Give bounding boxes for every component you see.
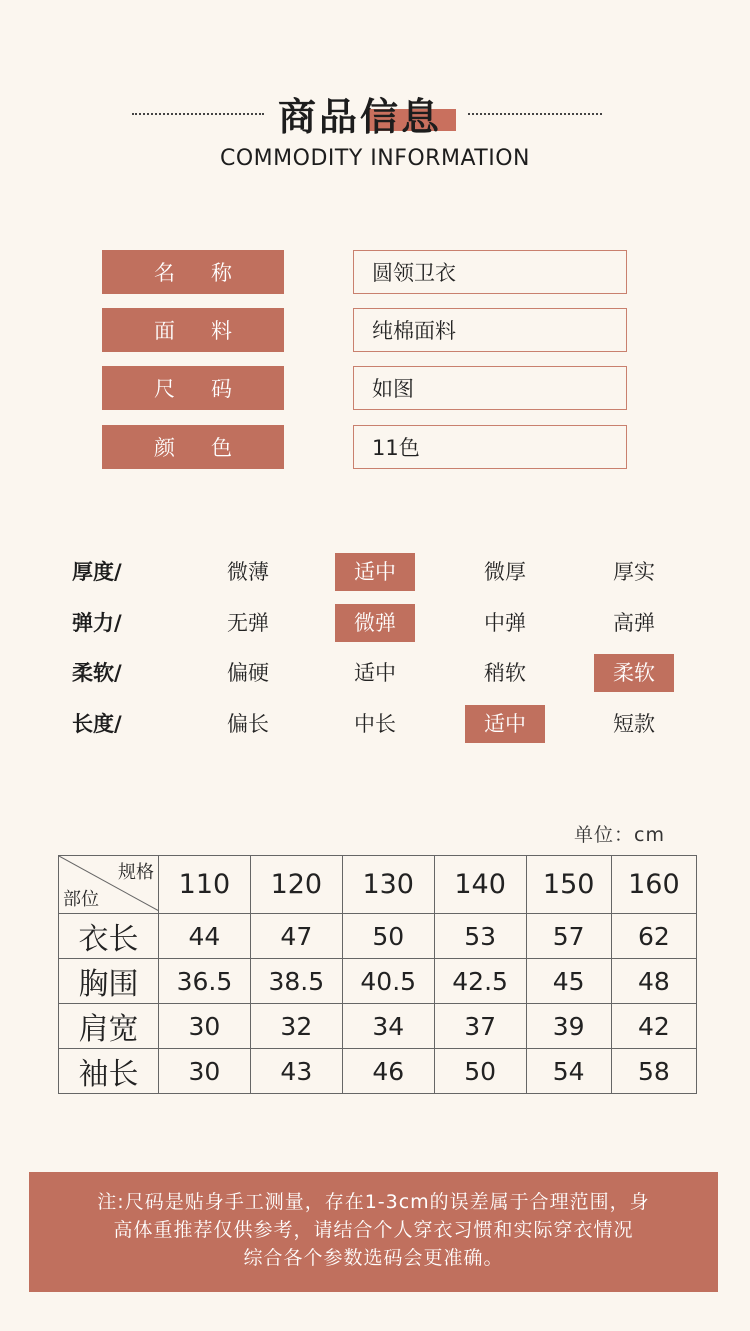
table-cell: 48 (611, 959, 696, 1004)
table-cell: 42 (611, 1004, 696, 1049)
attr-option: 适中 (335, 553, 415, 591)
table-cell: 53 (434, 914, 526, 959)
attr-row-thickness (0, 553, 750, 591)
attr-row-length (0, 705, 750, 743)
table-cell: 57 (526, 914, 611, 959)
attr-option: 适中 (465, 705, 545, 743)
attr-option: 偏长 (227, 712, 269, 736)
table-row (59, 914, 697, 959)
table-header-row (59, 856, 697, 914)
row-header: 肩宽 (59, 1004, 159, 1049)
info-value: 圆领卫衣 (353, 250, 627, 294)
table-cell: 50 (434, 1049, 526, 1094)
table-cell: 58 (611, 1049, 696, 1094)
attr-row-softness (0, 654, 750, 692)
attr-option: 中弹 (484, 611, 526, 635)
attr-option: 无弹 (227, 611, 269, 635)
info-value: 11色 (353, 425, 627, 469)
page-subtitle: COMMODITY INFORMATION (220, 146, 530, 171)
attr-option: 中长 (354, 712, 396, 736)
size-table (58, 855, 697, 1094)
attr-option: 适中 (354, 661, 396, 685)
note-line: 高体重推荐仅供参考，请结合个人穿衣习惯和实际穿衣情况 (113, 1219, 634, 1241)
section-header (0, 86, 750, 146)
attr-label: 弹力/ (72, 611, 122, 635)
divider-left (132, 113, 264, 115)
note-line: 综合各个参数选码会更准确。 (243, 1247, 504, 1269)
row-header: 胸围 (59, 959, 159, 1004)
divider-right (468, 113, 602, 115)
info-label: 名称 (102, 250, 284, 294)
size-header: 160 (611, 856, 696, 914)
row-header: 袖长 (59, 1049, 159, 1094)
table-cell: 30 (159, 1004, 251, 1049)
table-cell: 50 (342, 914, 434, 959)
attr-option: 微弹 (335, 604, 415, 642)
table-cell: 37 (434, 1004, 526, 1049)
info-row-size (102, 366, 627, 410)
table-cell: 36.5 (159, 959, 251, 1004)
attr-option: 稍软 (484, 661, 526, 685)
table-cell: 54 (526, 1049, 611, 1094)
table-cell: 38.5 (250, 959, 342, 1004)
corner-top-label: 规格 (118, 862, 154, 883)
size-header: 120 (250, 856, 342, 914)
table-row (59, 959, 697, 1004)
row-header: 衣长 (59, 914, 159, 959)
table-row (59, 1049, 697, 1094)
attr-label: 柔软/ (72, 661, 122, 685)
table-cell: 34 (342, 1004, 434, 1049)
attr-option: 微厚 (484, 560, 526, 584)
table-cell: 46 (342, 1049, 434, 1094)
note-line: 注:尺码是贴身手工测量，存在1-3cm的误差属于合理范围，身 (97, 1191, 650, 1213)
attr-option: 短款 (613, 712, 655, 736)
unit-label: 单位：cm (574, 824, 665, 846)
table-cell: 47 (250, 914, 342, 959)
size-header: 140 (434, 856, 526, 914)
attr-label: 厚度/ (72, 560, 122, 584)
size-header: 150 (526, 856, 611, 914)
info-value: 纯棉面料 (353, 308, 627, 352)
info-value: 如图 (353, 366, 627, 410)
table-cell: 45 (526, 959, 611, 1004)
corner-bottom-label: 部位 (63, 889, 99, 910)
page-title: 商品信息 (278, 95, 443, 139)
table-cell: 39 (526, 1004, 611, 1049)
attr-row-elasticity (0, 604, 750, 642)
note-box (29, 1172, 718, 1292)
table-cell: 44 (159, 914, 251, 959)
attr-option: 柔软 (594, 654, 674, 692)
table-cell: 40.5 (342, 959, 434, 1004)
table-row (59, 1004, 697, 1049)
table-cell: 30 (159, 1049, 251, 1094)
table-cell: 42.5 (434, 959, 526, 1004)
table-cell: 43 (250, 1049, 342, 1094)
attr-option: 高弹 (613, 611, 655, 635)
attr-option: 偏硬 (227, 661, 269, 685)
info-row-color (102, 425, 627, 469)
size-header: 130 (342, 856, 434, 914)
table-cell: 32 (250, 1004, 342, 1049)
attr-option: 微薄 (227, 560, 269, 584)
info-label: 颜色 (102, 425, 284, 469)
info-label: 尺码 (102, 366, 284, 410)
table-corner-cell (59, 856, 159, 914)
size-header: 110 (159, 856, 251, 914)
attr-option: 厚实 (613, 560, 655, 584)
table-cell: 62 (611, 914, 696, 959)
info-label: 面料 (102, 308, 284, 352)
info-row-fabric (102, 308, 627, 352)
info-row-name (102, 250, 627, 294)
attr-label: 长度/ (72, 712, 122, 736)
